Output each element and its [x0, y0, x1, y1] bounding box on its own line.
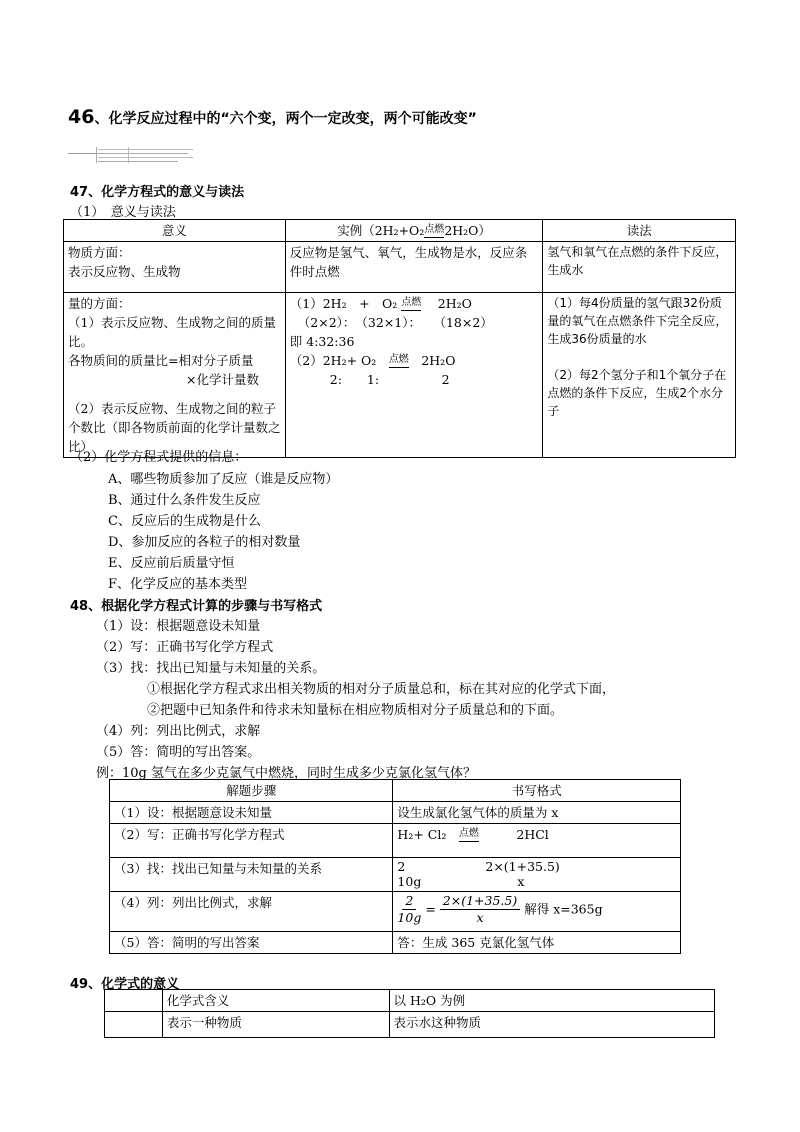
formula-meaning-table: [104, 989, 715, 1038]
calc-header-format: 书写格式: [393, 780, 681, 802]
formula-header-example: 以 H₂O 为例: [389, 990, 714, 1012]
section-47-title: 47、化学方程式的意义与读法: [70, 185, 245, 200]
section-47-sub1: （1） 意义与读法: [70, 205, 176, 220]
section-47-sub2: （2）化学方程式提供的信息：: [70, 450, 248, 465]
info-b: B、通过什么条件发生反应: [108, 493, 261, 508]
section-46-title: 、化学反应过程中的“六个变，两个一定改变，两个可能改变”: [94, 111, 477, 127]
info-e: E、反应前后质量守恒: [108, 556, 235, 571]
step-1: （1）设：根据题意设未知量: [96, 619, 261, 634]
header-meaning: 意义: [64, 220, 286, 242]
formula-row1-meaning: 表示一种物质: [162, 1012, 389, 1038]
calc-format-3: 2 2×(1+35.5) 10g x: [393, 858, 681, 892]
row2-meaning: 量的方面： （1）表示反应物、生成物之间的质量比。 各物质间的质量比=相对分子质量 ×化学计量数 （2）表示反应物、生成物之间的粒子个数比（即各物质前面的化学计量数之比）: [64, 293, 286, 458]
section-48-title: 48、根据化学方程式计算的步骤与书写格式: [70, 599, 323, 614]
calc-format-5: 答：生成 365 克氯化氢气体: [393, 932, 681, 954]
embedded-thumbnail-image: [68, 147, 196, 163]
section-46-number: 46: [68, 106, 95, 128]
step-3-note-2: ②把题中已知条件和待求未知量标在相应物质相对分子质量总和的下面。: [147, 703, 564, 718]
calc-step-2: （2）写：正确书写化学方程式: [110, 824, 393, 858]
header-example: 实例（2H₂+O₂点燃2H₂O）: [285, 220, 543, 242]
calc-step-4: （4）列：列出比例式，求解: [110, 892, 393, 932]
formula-blank-1: [105, 1012, 163, 1038]
calculation-table: [109, 779, 681, 954]
info-f: F、化学反应的基本类型: [108, 577, 248, 592]
row1-example: 反应物是氢气、氧气，生成物是水，反应条件时点燃: [285, 242, 543, 293]
step-2: （2）写：正确书写化学方程式: [96, 640, 274, 655]
calc-step-1: （1）设：根据题意设未知量: [110, 802, 393, 824]
formula-blank-head: [105, 990, 163, 1012]
example-question: 例：10g 氢气在多少克氯气中燃烧，同时生成多少克氯化氢气体？: [96, 766, 476, 781]
info-a: A、哪些物质参加了反应（谁是反应物）: [108, 472, 339, 487]
calc-step-5: （5）答：简明的写出答案: [110, 932, 393, 954]
section-49-title: 49、化学式的意义: [70, 977, 180, 992]
row1-reading: 氢气和氧气在点燃的条件下反应，生成水: [543, 242, 736, 293]
formula-row1-example: 表示水这种物质: [389, 1012, 714, 1038]
step-5: （5）答：简明的写出答案。: [96, 745, 261, 760]
row1-meaning: 物质方面： 表示反应物、生成物: [64, 242, 286, 293]
step-3-note-1: ①根据化学方程式求出相关物质的相对分子质量总和，标在其对应的化学式下面，: [147, 682, 616, 697]
equation-meaning-table: [63, 219, 736, 458]
calc-step-3: （3）找：找出已知量与未知量的关系: [110, 858, 393, 892]
info-d: D、参加反应的各粒子的相对数量: [108, 535, 301, 550]
calc-format-4: $\frac{2}{10g}$ = $\frac{2\times(1+35.5)}{x}$ 解得 x=365g: [393, 892, 681, 932]
header-reading: 读法: [543, 220, 736, 242]
row2-reading: （1）每4份质量的氢气跟32份质量的氧气在点燃条件下完全反应，生成36份质量的水 （2）每2个氢分子和1个氧分子在点燃的条件下反应，生成2个水分子: [543, 293, 736, 458]
formula-header-meaning: 化学式含义: [162, 990, 389, 1012]
row2-example: （1）2H₂ + O₂ 点燃 2H₂O （2×2）： （32×1）： （18×2） 即 4:32:36 （2）2H₂+ O₂ 点燃 2H₂O 2: 1: 2: [285, 293, 543, 458]
step-3: （3）找：找出已知量与未知量的关系。: [96, 661, 326, 676]
section-46-heading: [68, 106, 477, 128]
step-4: （4）列：列出比例式，求解: [96, 724, 261, 739]
info-c: C、反应后的生成物是什么: [108, 514, 261, 529]
calc-header-steps: 解题步骤: [110, 780, 393, 802]
calc-format-1: 设生成氯化氢气体的质量为 x: [393, 802, 681, 824]
calc-format-2: H₂+ Cl₂ 点燃 2HCl: [393, 824, 681, 858]
